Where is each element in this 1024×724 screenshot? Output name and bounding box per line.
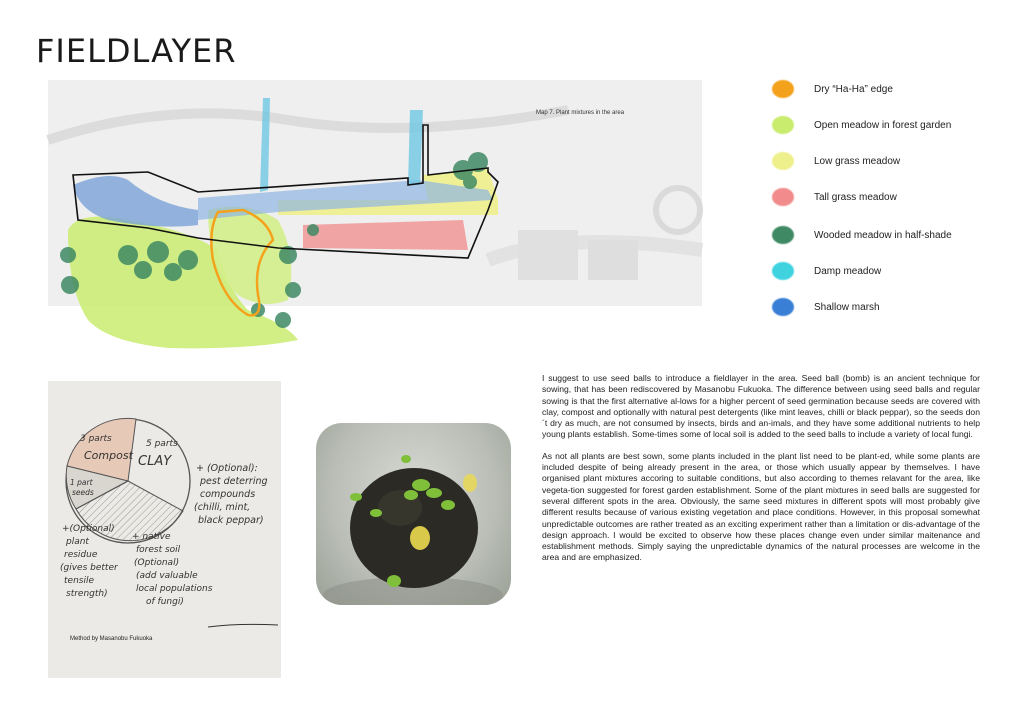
pie-sketch: [48, 381, 281, 678]
legend-label: Dry “Ha-Ha” edge: [814, 84, 893, 95]
damp-meadow-swatch-icon: [772, 262, 794, 280]
tall-grass-swatch-icon: [772, 188, 794, 206]
method-caption: Method by Masanobu Fukuoka: [70, 636, 153, 642]
legend-item-dry-edge: [772, 78, 1012, 102]
svg-text:(add valuable: (add valuable: [136, 571, 198, 581]
svg-text:plant: plant: [66, 537, 89, 547]
legend-label: Low grass meadow: [814, 156, 901, 167]
seeds-label-line1: 1 part: [70, 478, 93, 487]
svg-text:of fungi): of fungi): [146, 597, 184, 607]
legend-item-shallow-marsh: [772, 296, 1012, 320]
legend-item-low-grass: [772, 150, 1012, 174]
legend-label: Open meadow in forest garden: [814, 120, 952, 131]
svg-text:+(Optional): +(Optional): [62, 524, 115, 534]
dry-edge-swatch-icon: [772, 80, 794, 98]
svg-text:pest deterring: pest deterring: [200, 476, 268, 487]
seeds-label-line2: seeds: [72, 488, 94, 497]
svg-text:(chilli, mint,: (chilli, mint,: [194, 502, 251, 513]
svg-text:+ native: + native: [132, 532, 171, 542]
seed-ball-diagram: [48, 381, 281, 678]
open-meadow-swatch-icon: [772, 116, 794, 134]
svg-text:strength): strength): [66, 589, 108, 599]
svg-text:compounds: compounds: [200, 489, 256, 500]
map-caption: Map 7. Plant mixtures in the area: [536, 110, 625, 116]
compost-label-line1: 3 parts: [80, 434, 112, 444]
forest-soil-note: [132, 532, 213, 607]
seed-ball-photo: [316, 423, 511, 605]
body-text: [542, 373, 980, 574]
clay-label-line1: 5 parts: [146, 439, 178, 449]
seed-ball-illustration: [316, 423, 511, 605]
body-paragraph-1: I suggest to use seed balls to introduce a fieldlayer in the area. Seed ball (bomb) is an ancient technique for sowing, that has been rediscovered by Masanobu Fukuoka. The difference between using seed balls and regular sowing is that the first alternative al-lows for a higher percent of seed germination because seeds are covered with clay, compost and optionally with natural pest detergents (like mint leaves, chilli or black peppar), so the seeds don´t dry as much, are not consumed by insects, birds and an-imals, and they have some additional nutrients to help young plants establish. Some-times some of local soil is added to the seed balls to include a variety of local fungi.: [542, 373, 980, 440]
legend-item-tall-grass: [772, 186, 1012, 210]
svg-text:(gives better: (gives better: [60, 563, 118, 573]
shallow-marsh-swatch-icon: [772, 298, 794, 316]
svg-text:(Optional): (Optional): [134, 558, 180, 568]
legend-label: Tall grass meadow: [814, 192, 897, 203]
svg-text:forest soil: forest soil: [136, 545, 181, 555]
legend-label: Shallow marsh: [814, 302, 880, 313]
svg-text:residue: residue: [64, 550, 98, 560]
clay-label-line2: CLAY: [138, 454, 172, 469]
low-grass-swatch-icon: [772, 152, 794, 170]
svg-text:+ (Optional):: + (Optional):: [196, 463, 258, 474]
wooded-meadow-swatch-icon: [772, 226, 794, 244]
pest-note: [194, 463, 268, 526]
svg-text:black peppar): black peppar): [198, 515, 264, 526]
legend-label: Wooded meadow in half-shade: [814, 230, 952, 241]
legend-item-wooded-meadow: [772, 224, 1012, 248]
svg-text:local populations: local populations: [136, 584, 213, 594]
svg-text:tensile: tensile: [64, 576, 94, 586]
legend-item-damp-meadow: [772, 260, 1012, 284]
page-title: FIELDLAYER: [36, 32, 237, 70]
compost-label-line2: Compost: [84, 449, 133, 462]
legend-item-open-meadow: [772, 114, 1012, 138]
legend-label: Damp meadow: [814, 266, 882, 277]
site-map: [48, 80, 702, 306]
body-paragraph-2: As not all plants are best sown, some plants included in the plant list need to be plant-ed, while some plants are included despite of being already present in the area, or those which usually appear by themselves. I have organised plant mixtures accoring to suitable conditions, but also according to themes relavant for the area, like vegeta-tion suggested for forest garden establishment. Some of the plant mixtures in seed balls are suggested for several different spots in the area. Obviously, the same seed mixtures in different spots will most probably give different results because of various existing vegetation and place conditions. However, in this proposal somewhat unpredictable outcomes are rather treated as an exciting experiment rather than a limitation or dis-advantage of the design approach. I would be excited to observe how these places change even under similar maitenance and establishment methods. Simply saying the unpredictable dynamics of the natural processes are welcome in the area and are emphasized.: [542, 450, 980, 563]
